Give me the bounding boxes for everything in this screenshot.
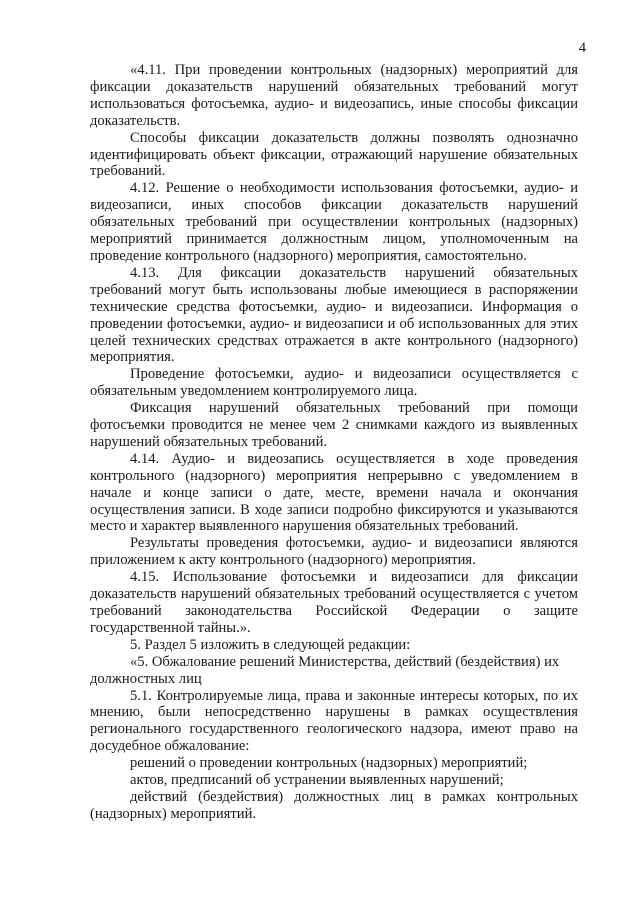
document-body [90, 62, 578, 823]
paragraph-4-13: 4.13. Для фиксации доказательств нарушений обязательных требований могут быть использованы любые имеющиеся в распоряжении технические средства фотосъемки, аудио- и видеозаписи. Информация о проведении фотосъемки, аудио- и видеозаписи и об использованных для этих целей технических средствах отражается в акте контрольного (надзорного) мероприятия. [90, 264, 578, 366]
paragraph-4-12: 4.12. Решение о необходимости использования фотосъемки, аудио- и видеозаписи, иных способов фиксации доказательств нарушений обязательных требований при осуществлении контрольных (надзорных) мероприятий принимается должностным лицом, уполномоченным на проведение контрольного (надзорного) мероприятия, самостоятельно. [90, 180, 578, 264]
list-item-acts: актов, предписаний об устранении выявленных нарушений; [130, 772, 504, 789]
list-item-decisions: решений о проведении контрольных (надзорных) мероприятий; [130, 755, 528, 772]
paragraph-5-1: 5.1. Контролируемые лица, права и законные интересы которых, по их мнению, были непосредственно нарушены в рамках осуществления регионального государственного геологического надзора, имеют право на досудебное обжалование: [90, 687, 578, 755]
section-5-heading: «5. Обжалование решений Министерства, действий (бездействия) их должностных лиц [90, 653, 560, 687]
paragraph-4-14: 4.14. Аудио- и видеозапись осуществляется в ходе проведения контрольного (надзорного) мероприятия непрерывно с уведомлением в начале и конце записи о дате, месте, времени начала и окончания осуществления записи. В ходе записи подробно фиксируются и указываются место и характер выявленного нарушения обязательных требований. [90, 450, 578, 535]
paragraph-photo-fixation: Фиксация нарушений обязательных требований при помощи фотосъемки проводится не менее чем 2 снимками каждого из выявленных нарушений обязательных требований. [90, 400, 578, 450]
paragraph-results: Результаты проведения фотосъемки, аудио- и видеозаписи являются приложением к акту контрольного (надзорного) мероприятия. [90, 535, 578, 569]
paragraph-fixation-methods: Способы фиксации доказательств должны позволять однозначно идентифицировать объект фиксации, отражающий нарушение обязательных требований. [90, 129, 578, 180]
paragraph-notification: Проведение фотосъемки, аудио- и видеозаписи осуществляется с обязательным уведомлением контролируемого лица. [90, 366, 578, 400]
paragraph-4-11: «4.11. При проведении контрольных (надзорных) мероприятий для фиксации доказательств нарушений обязательных требований могут использоваться фотосъемка, аудио- и видеозапись, иные способы фиксации доказательств. [90, 62, 578, 129]
paragraph-item-5: 5. Раздел 5 изложить в следующей редакции: [130, 636, 411, 653]
list-item-actions: действий (бездействия) должностных лиц в рамках контрольных (надзорных) мероприятий. [90, 788, 578, 822]
paragraph-4-15: 4.15. Использование фотосъемки и видеозаписи для фиксации доказательств нарушений обязательных требований осуществляется с учетом требований законодательства Российской Федерации о защите государственной тайны.». [90, 569, 578, 636]
page-number: 4 [578, 40, 586, 56]
